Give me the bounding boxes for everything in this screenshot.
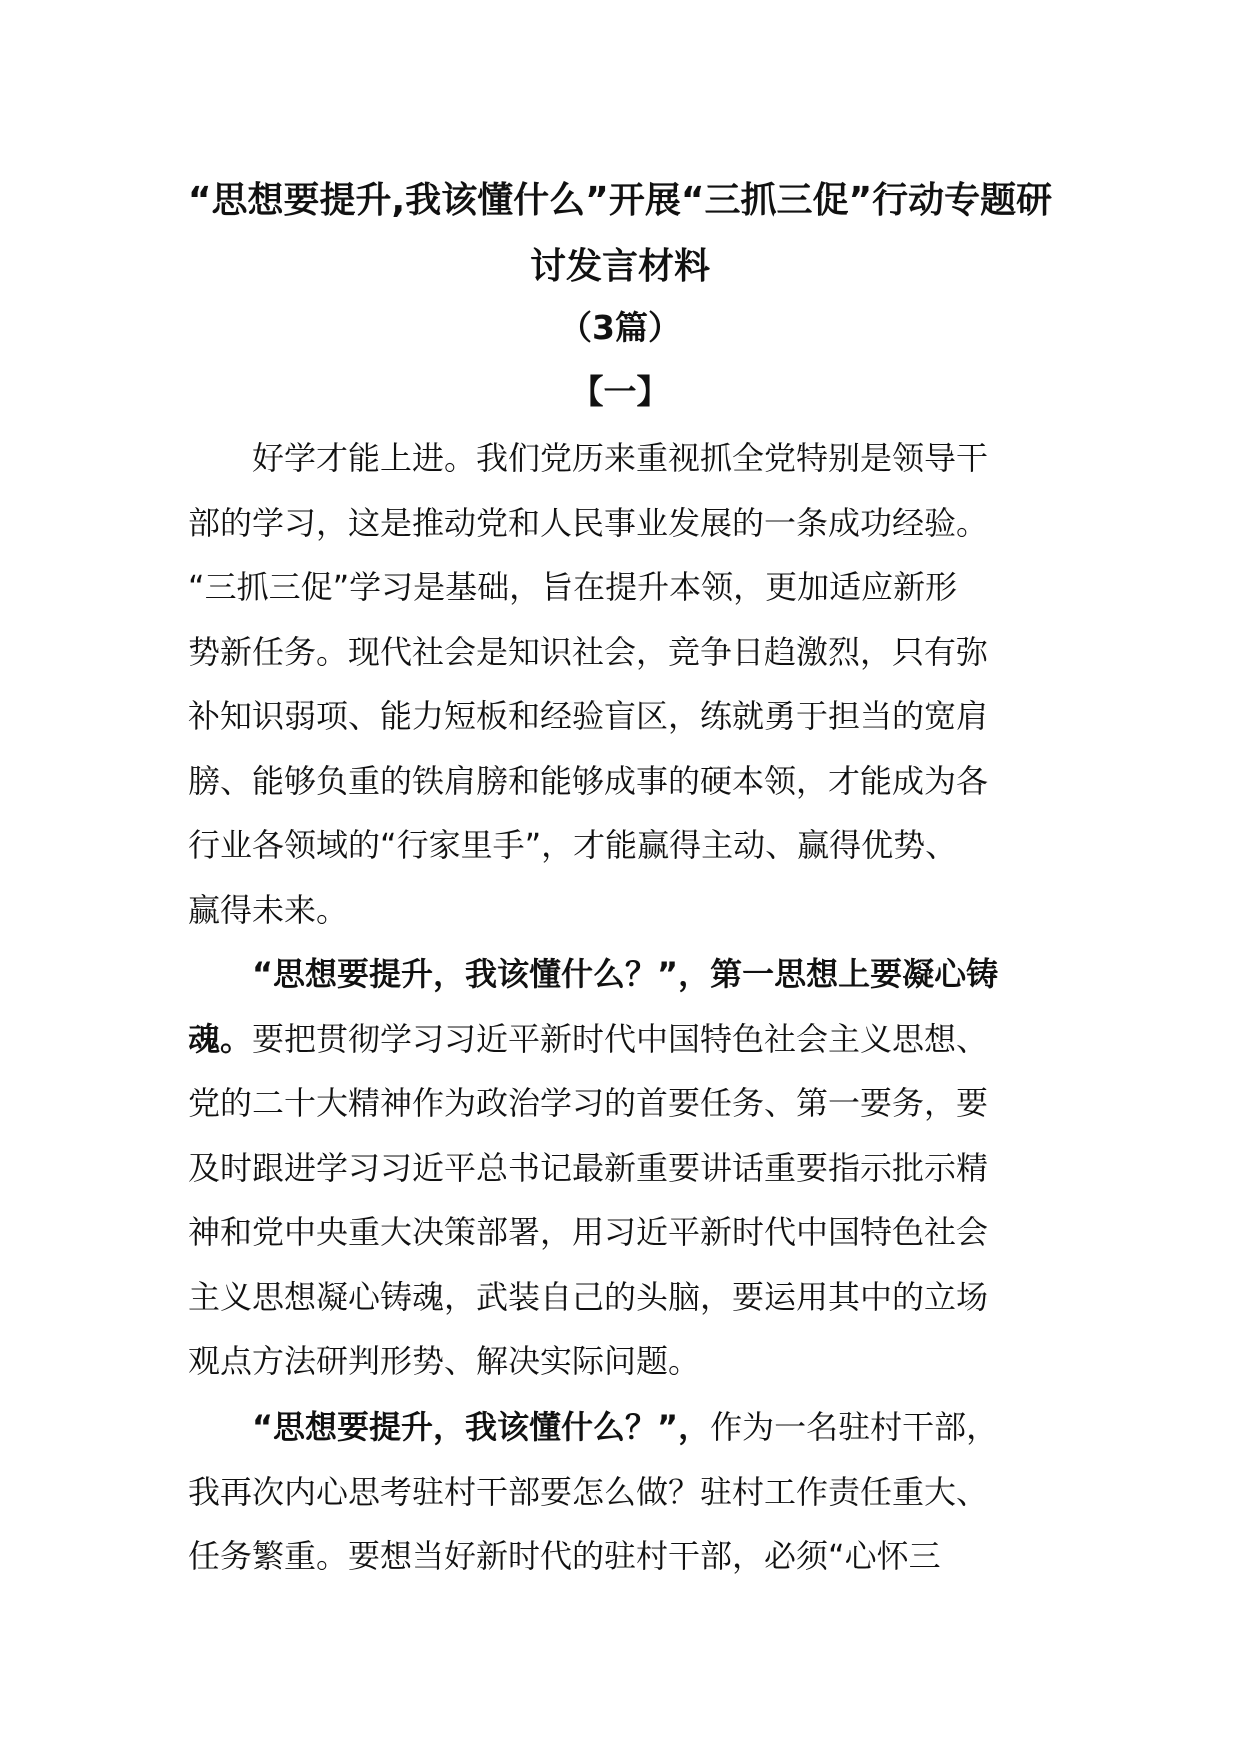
paragraph-lead-bold: “思想要提升，我该懂什么？”，第一思想上要凝心铸 (252, 955, 999, 993)
paragraph-text: 要把贯彻学习习近平新时代中国特色社会主义思想、 (252, 1019, 989, 1058)
paragraph-line: 神和党中央重大决策部署，用习近平新时代中国特色社会 (188, 1213, 989, 1251)
paragraph-text: 作为一名驻村干部， (710, 1408, 999, 1446)
section-heading: 【一】 (570, 372, 670, 411)
paragraph-line: 膀、能够负重的铁肩膀和能够成事的硬本领，才能成为各 (188, 761, 989, 800)
title-line-2: 讨发言材料 (529, 246, 710, 287)
paragraph-line: 补知识弱项、能力短板和经验盲区，练就勇于担当的宽肩 (188, 697, 989, 735)
paragraph-line: 部的学习，这是推动党和人民事业发展的一条成功经验。 (188, 503, 989, 542)
document-title (150, 168, 1090, 300)
paragraph-line: 及时跟进学习习近平总书记最新重要讲话重要指示批示精 (188, 1148, 989, 1187)
paragraph-line (188, 1007, 1058, 1072)
paragraph-2 (188, 942, 1058, 1394)
title-line-1: “思想要提升,我该懂什么”开展“三抓三促”行动专题研 (187, 180, 1053, 221)
paragraph-lead-bold: “思想要提升，我该懂什么？”， (252, 1408, 711, 1446)
paragraph-line: “三抓三促”学习是基础，旨在提升本领，更加适应新形 (188, 568, 958, 606)
paragraph-line (188, 1395, 1058, 1460)
paragraph-line: 观点方法研判形势、解决实际问题。 (188, 1342, 701, 1380)
paragraph-line: 好学才能上进。我们党历来重视抓全党特别是领导干 (252, 439, 989, 477)
paragraph-line: 主义思想凝心铸魂，武装自己的头脑，要运用其中的立场 (188, 1277, 989, 1316)
paragraph-line: 势新任务。现代社会是知识社会，竞争日趋激烈，只有弥 (188, 632, 989, 671)
paragraph-lead-bold: 魂。 (188, 1019, 253, 1058)
paragraph-line: 任务繁重。要想当好新时代的驻村干部，必须“心怀三 (188, 1537, 941, 1575)
paragraph-line: 我再次内心思考驻村干部要怎么做？驻村工作责任重大、 (188, 1472, 989, 1511)
paragraph-1 (188, 426, 1058, 942)
paragraph-line: 行业各领域的“行家里手”，才能赢得主动、赢得优势、 (188, 826, 958, 864)
document-subtitle: （3篇） (559, 308, 681, 347)
paragraph-line: 赢得未来。 (188, 890, 349, 929)
paragraph-3 (188, 1395, 1058, 1589)
paragraph-line: 党的二十大精神作为政治学习的首要任务、第一要务，要 (188, 1084, 989, 1122)
